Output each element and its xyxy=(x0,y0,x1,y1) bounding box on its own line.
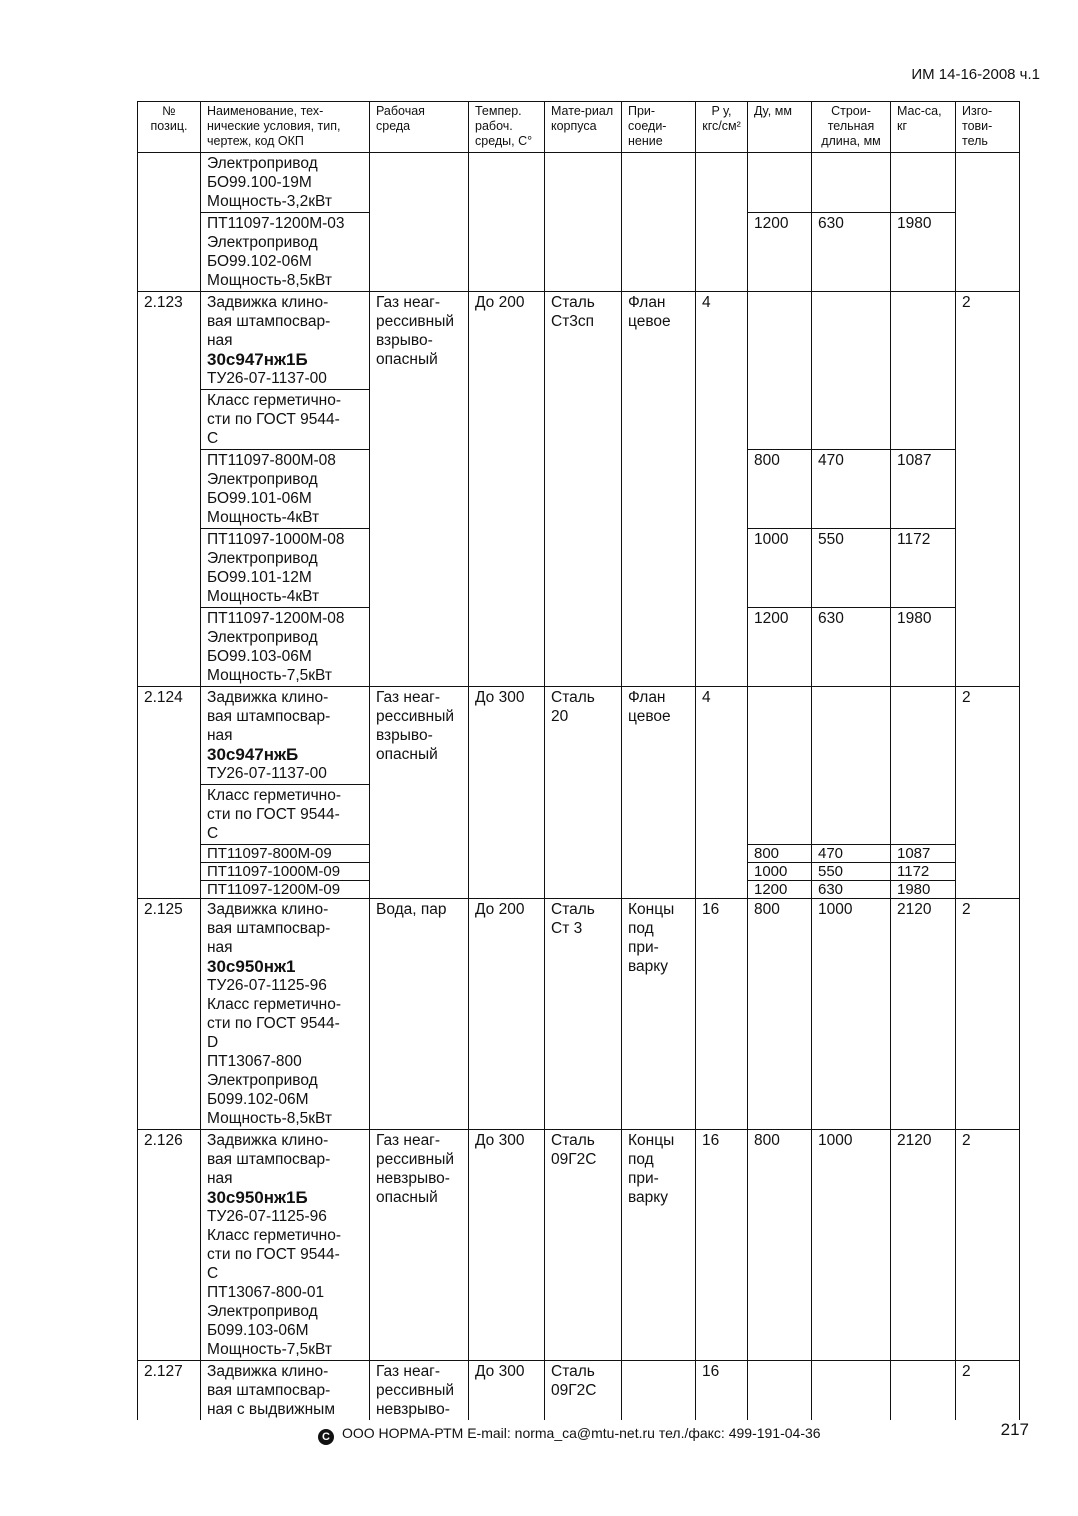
col-header-temp: Темпер. рабоч. среды, С° xyxy=(469,102,545,153)
text-line: ТУ26-07-1125-96 xyxy=(207,1208,327,1225)
mass-cell: 1980 xyxy=(891,608,956,687)
text-line: Ст 3 xyxy=(551,920,583,937)
pos-cell: 2.124 xyxy=(138,687,201,899)
text-line: Мощность-8,5кВт xyxy=(207,1110,332,1127)
text-line: ная xyxy=(207,939,233,956)
text-line: С xyxy=(207,1265,219,1282)
text-line: Мощность-7,5кВт xyxy=(207,667,332,684)
mass-cell: 1172 xyxy=(891,863,956,881)
text-line: взрыво- xyxy=(376,727,433,744)
length-cell: 1000 xyxy=(812,1130,891,1361)
pos-cell: 2.126 xyxy=(138,1130,201,1361)
text-line: Сталь xyxy=(551,294,595,311)
text-line: Мощность-8,5кВт xyxy=(207,272,332,289)
medium-cell xyxy=(370,292,469,687)
mass-cell: 1980 xyxy=(891,881,956,899)
temp-cell: До 300 xyxy=(469,1361,545,1421)
length-cell: 470 xyxy=(812,450,891,529)
name-cell xyxy=(201,292,370,390)
text-line: Мощность-4кВт xyxy=(207,588,320,605)
dn-cell: 1200 xyxy=(748,881,812,899)
text-line: Ст3сп xyxy=(551,313,595,330)
text-line: Электропривод xyxy=(207,629,318,646)
dn-cell: 800 xyxy=(748,1130,812,1361)
name-cell xyxy=(201,1130,370,1361)
text-line: Мощность-4кВт xyxy=(207,509,320,526)
pos-cell: 2.123 xyxy=(138,292,201,687)
py-cell: 4 xyxy=(696,687,748,899)
text-line: Задвижка клино- xyxy=(207,901,329,918)
mass-cell: 1172 xyxy=(891,529,956,608)
pos-cell: 2.125 xyxy=(138,899,201,1130)
text-line: вая штампосвар- xyxy=(207,1382,331,1399)
col-header-connection: При-соеди-нение xyxy=(622,102,696,153)
dn-cell: 1200 xyxy=(748,608,812,687)
text-line: Сталь xyxy=(551,1132,595,1149)
mass-cell: 2120 xyxy=(891,899,956,1130)
text-line: Газ неаг- xyxy=(376,1132,440,1149)
mass-cell xyxy=(891,153,956,213)
text-line: Электропривод xyxy=(207,1303,318,1320)
text-line: рессивный xyxy=(376,1151,454,1168)
text-line: Концы xyxy=(628,1132,675,1149)
table-row xyxy=(138,899,1020,1130)
valve-spec-table xyxy=(137,101,1020,1420)
text-line: сти по ГОСТ 9544- xyxy=(207,1246,340,1263)
text-line: при- xyxy=(628,939,659,956)
copyright-icon: C xyxy=(318,1429,334,1445)
table-row xyxy=(138,153,1020,213)
medium-cell xyxy=(370,153,469,292)
text-line: Мощность-3,2кВт xyxy=(207,193,332,210)
length-cell: 630 xyxy=(812,213,891,292)
temp-cell: До 200 xyxy=(469,292,545,687)
text-line: БО99.100-19М xyxy=(207,174,312,191)
mass-cell: 1980 xyxy=(891,213,956,292)
dn-cell xyxy=(748,1361,812,1421)
name-cell xyxy=(201,899,370,1130)
text-line: рессивный xyxy=(376,1382,454,1399)
pos-cell xyxy=(138,153,201,292)
text-line: Класс герметично- xyxy=(207,1227,341,1244)
maker-cell: 2 xyxy=(956,899,1020,1130)
connection-cell xyxy=(622,899,696,1130)
length-cell xyxy=(812,292,891,450)
maker-cell: 2 xyxy=(956,1130,1020,1361)
col-header-length: Строи-тельная длина, мм xyxy=(812,102,891,153)
length-cell: 630 xyxy=(812,881,891,899)
text-line: ПТ11097-1200М-08 xyxy=(207,610,345,627)
name-cell xyxy=(201,687,370,785)
text-line: Класс герметично- xyxy=(207,392,341,409)
temp-cell: До 300 xyxy=(469,687,545,899)
text-line: С xyxy=(207,825,219,842)
text-line: взрыво- xyxy=(376,332,433,349)
text-line: БО99.101-12М xyxy=(207,569,312,586)
name-details xyxy=(207,1207,363,1359)
text-line: Электропривод xyxy=(207,471,318,488)
connection-cell xyxy=(622,1130,696,1361)
name-text xyxy=(207,293,363,350)
length-cell: 470 xyxy=(812,845,891,863)
text-line: Задвижка клино- xyxy=(207,294,329,311)
medium-cell xyxy=(370,1361,469,1421)
text-line: Флан xyxy=(628,294,666,311)
maker-cell: 2 xyxy=(956,687,1020,899)
text-line: Класс герметично- xyxy=(207,787,341,804)
name-cell xyxy=(201,153,370,213)
medium-cell xyxy=(370,899,469,1130)
text-line: вая штампосвар- xyxy=(207,313,331,330)
text-line: 09Г2С xyxy=(551,1151,597,1168)
text-line: Сталь xyxy=(551,689,595,706)
py-cell xyxy=(696,153,748,292)
text-line: ПТ13067-800 xyxy=(207,1053,302,1070)
text-line: вая штампосвар- xyxy=(207,1151,331,1168)
length-cell: 1000 xyxy=(812,899,891,1130)
connection-cell xyxy=(622,1361,696,1421)
name-cell xyxy=(201,390,370,450)
text-line: БО99.101-06М xyxy=(207,490,312,507)
model-code: 30с947нж1Б xyxy=(207,350,308,369)
text-line: ПТ11097-1200М-03 xyxy=(207,215,345,232)
tu-text: ТУ26-07-1137-00 xyxy=(207,765,327,782)
dn-cell: 1000 xyxy=(748,529,812,608)
text-line: Задвижка клино- xyxy=(207,1363,329,1380)
table-header-row xyxy=(138,102,1020,153)
table-row xyxy=(138,1361,1020,1421)
length-cell xyxy=(812,1361,891,1421)
name-cell xyxy=(201,785,370,845)
mass-cell xyxy=(891,687,956,845)
maker-cell xyxy=(956,153,1020,292)
text-line: Мощность-7,5кВт xyxy=(207,1341,332,1358)
dn-cell xyxy=(748,153,812,213)
text-line: D xyxy=(207,1034,219,1051)
length-cell: 550 xyxy=(812,529,891,608)
col-header-dn: Дy, мм xyxy=(748,102,812,153)
name-cell: ПТ11097-1200М-09 xyxy=(201,881,370,899)
connection-cell xyxy=(622,687,696,899)
text-line: 09Г2С xyxy=(551,1382,597,1399)
name-cell xyxy=(201,213,370,292)
text-line: Газ неаг- xyxy=(376,689,440,706)
text-line: БО99.103-06М xyxy=(207,648,312,665)
text-line: ПТ13067-800-01 xyxy=(207,1284,325,1301)
text-line: сти по ГОСТ 9544- xyxy=(207,806,340,823)
col-header-name: Наименование, тех-нические условия, тип, чертеж, код ОКП xyxy=(201,102,370,153)
name-text xyxy=(207,688,363,745)
col-header-medium: Рабочая среда xyxy=(370,102,469,153)
table-row xyxy=(138,1130,1020,1361)
temp-cell xyxy=(469,153,545,292)
text-line: варку xyxy=(628,1189,669,1206)
text-line: ТУ26-07-1125-96 xyxy=(207,977,327,994)
footer xyxy=(318,1425,821,1445)
text-line: Задвижка клино- xyxy=(207,1132,329,1149)
temp-cell: До 300 xyxy=(469,1130,545,1361)
medium-cell xyxy=(370,687,469,899)
material-cell xyxy=(545,687,622,899)
name-cell xyxy=(201,1361,370,1421)
connection-cell xyxy=(622,153,696,292)
text-line: С xyxy=(207,430,219,447)
text-line: Б099.103-06М xyxy=(207,1322,309,1339)
text-line: под xyxy=(628,1151,654,1168)
page-number: 217 xyxy=(1000,1420,1029,1439)
name-cell xyxy=(201,450,370,529)
text-line: Электропривод xyxy=(207,155,318,172)
pos-cell: 2.127 xyxy=(138,1361,201,1421)
text-line: вая штампосвар- xyxy=(207,708,331,725)
py-cell: 4 xyxy=(696,292,748,687)
maker-cell: 2 xyxy=(956,292,1020,687)
py-cell: 16 xyxy=(696,899,748,1130)
dn-cell xyxy=(748,292,812,450)
document-id: ИМ 14-16-2008 ч.1 xyxy=(911,66,1040,83)
name-cell xyxy=(201,529,370,608)
text-line: 20 xyxy=(551,708,569,725)
length-cell xyxy=(812,687,891,845)
name-cell: ПТ11097-1000М-09 xyxy=(201,863,370,881)
material-cell xyxy=(545,153,622,292)
text-line: ная xyxy=(207,332,233,349)
col-header-material: Мате-риал корпуса xyxy=(545,102,622,153)
length-cell: 630 xyxy=(812,608,891,687)
text-line: невзрыво- xyxy=(376,1401,450,1418)
text-line: Задвижка клино- xyxy=(207,689,329,706)
text-line: опасный xyxy=(376,1189,438,1206)
text-line: невзрыво- xyxy=(376,1170,450,1187)
dn-cell: 1000 xyxy=(748,863,812,881)
col-header-py: P у, кгс/см² xyxy=(696,102,748,153)
text-line: опасный xyxy=(376,746,438,763)
text-line: цевое xyxy=(628,708,671,725)
text-line: рессивный xyxy=(376,708,454,725)
mass-cell: 1087 xyxy=(891,450,956,529)
maker-cell: 2 xyxy=(956,1361,1020,1421)
col-header-mass: Мас-са, кг xyxy=(891,102,956,153)
mass-cell: 1087 xyxy=(891,845,956,863)
text-line: вая штампосвар- xyxy=(207,920,331,937)
dn-cell xyxy=(748,687,812,845)
text-line: под xyxy=(628,920,654,937)
dn-cell: 800 xyxy=(748,845,812,863)
model-code: 30с950нж1Б xyxy=(207,1188,308,1207)
text-line: Электропривод xyxy=(207,550,318,567)
dn-cell: 800 xyxy=(748,899,812,1130)
text-line: Концы xyxy=(628,901,675,918)
tu-text: ТУ26-07-1137-00 xyxy=(207,370,327,387)
model-code: 30с950нж1 xyxy=(207,957,296,976)
text-line: при- xyxy=(628,1170,659,1187)
text-line: Электропривод xyxy=(207,234,318,251)
text-line: ПТ11097-800М-08 xyxy=(207,452,336,469)
text-line: Электропривод xyxy=(207,1072,318,1089)
text-line: Газ неаг- xyxy=(376,1363,440,1380)
text-line: цевое xyxy=(628,313,671,330)
medium-cell xyxy=(370,1130,469,1361)
length-cell xyxy=(812,153,891,213)
text-line: рессивный xyxy=(376,313,454,330)
text-line: Сталь xyxy=(551,901,595,918)
text-line: сти по ГОСТ 9544- xyxy=(207,411,340,428)
col-header-pos: № позиц. xyxy=(138,102,201,153)
table-row xyxy=(138,687,1020,785)
length-cell: 550 xyxy=(812,863,891,881)
text-line: БО99.102-06М xyxy=(207,253,312,270)
text-line: опасный xyxy=(376,351,438,368)
text-line: Б099.102-06М xyxy=(207,1091,309,1108)
text-line: ная xyxy=(207,1170,233,1187)
connection-cell xyxy=(622,292,696,687)
dn-cell: 800 xyxy=(748,450,812,529)
material-cell xyxy=(545,1130,622,1361)
model-code: 30с947нжБ xyxy=(207,745,299,764)
material-cell xyxy=(545,292,622,687)
text-line: сти по ГОСТ 9544- xyxy=(207,1015,340,1032)
mass-cell xyxy=(891,292,956,450)
py-cell: 16 xyxy=(696,1361,748,1421)
py-cell: 16 xyxy=(696,1130,748,1361)
text-line: Вода, пар xyxy=(376,901,447,918)
name-cell xyxy=(201,608,370,687)
col-header-maker: Изго-тови-тель xyxy=(956,102,1020,153)
text-line: ПТ11097-1000М-08 xyxy=(207,531,345,548)
table-row xyxy=(138,292,1020,390)
text-line: Флан xyxy=(628,689,666,706)
name-details xyxy=(207,976,363,1128)
footer-text: ООО НОРМА-РТМ E-mail: norma_ca@mtu-net.ru тел./факс: 499-191-04-36 xyxy=(342,1425,821,1441)
text-line: Сталь xyxy=(551,1363,595,1380)
temp-cell: До 200 xyxy=(469,899,545,1130)
text-line: Класс герметично- xyxy=(207,996,341,1013)
name-cell: ПТ11097-800М-09 xyxy=(201,845,370,863)
mass-cell: 2120 xyxy=(891,1130,956,1361)
name-text xyxy=(207,900,363,957)
text-line: Газ неаг- xyxy=(376,294,440,311)
dn-cell: 1200 xyxy=(748,213,812,292)
text-line: ная xyxy=(207,727,233,744)
text-line: варку xyxy=(628,958,669,975)
text-line: ная с выдвижным xyxy=(207,1401,335,1418)
mass-cell xyxy=(891,1361,956,1421)
material-cell xyxy=(545,899,622,1130)
material-cell xyxy=(545,1361,622,1421)
name-text xyxy=(207,1131,363,1188)
